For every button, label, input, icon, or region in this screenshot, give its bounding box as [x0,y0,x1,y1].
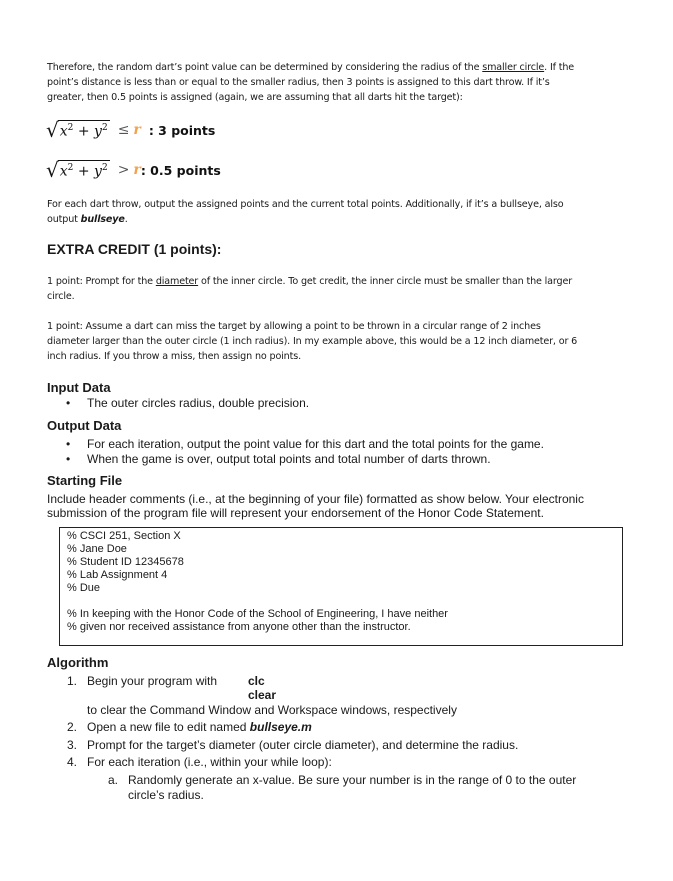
smaller-circle-underline: smaller circle [482,62,545,73]
step-4a-letter: a. [108,773,119,787]
extra-credit-p2-line-2: diameter larger than the outer circle (1 inch radius). In my example above, this would be a 12 inch diameter, or 6 [47,336,578,347]
clc-command: clc [248,674,265,688]
intro-line-3: greater, then 0.5 points is assigned (again, we are assuming that all darts hit the target): [47,92,463,103]
bullseye-filename: bullseye.m [249,720,312,734]
sqrt-symbol: √ $x^2 + y^2$ [46,158,108,182]
three-points-label: : 3 points [148,122,216,138]
code-line: % given nor received assistance from anyone other than the instructor. [67,621,411,633]
intro-line-2: point’s distance is less than or equal to the smaller radius, then 3 points is assigned to this dart throw. If it’s [47,77,550,88]
formula-less-equal [46,120,215,140]
extra-credit-p2-line-3: inch radius. If you throw a miss, then assign no points. [47,351,301,362]
code-line: % Lab Assignment 4 [67,569,168,581]
step-1-line-2: to clear the Command Window and Workspace windows, respectively [87,703,457,717]
step-1-number: 1. [67,674,78,688]
bullet-icon: • [66,396,71,410]
starting-file-line-1: Include header comments (i.e., at the beginning of your file) formatted as show below. Your electronic [47,492,584,506]
step-3-number: 3. [67,738,78,752]
code-line: % Jane Doe [67,543,127,555]
sqrt-symbol: √ $x^2 + y^2$ [46,118,108,142]
algorithm-heading: Algorithm [47,655,109,670]
intro-line-1: Therefore, the random dart’s point value can be determined by considering the radius of the smaller circle. If the [47,62,575,73]
step-1-text: Begin your program with [87,674,218,688]
extra-credit-p2-line-1: 1 point: Assume a dart can miss the target by allowing a point to be thrown in a circular range of 2 inches [47,321,541,332]
input-data-item-1: The outer circles radius, double precision. [87,396,310,410]
input-data-heading: Input Data [47,380,111,395]
bullet-icon: • [66,437,71,451]
step-4a-line-2: circle’s radius. [128,788,204,802]
bullseye-keyword: bullseye [80,214,125,225]
radius-variable: r [133,162,141,178]
bullet-icon: • [66,452,71,466]
extra-credit-p1-line-2: circle. [47,291,75,302]
code-line: % In keeping with the Honor Code of the School of Engineering, I have neither [67,608,448,620]
per-throw-line-2: output bullseye. [47,214,128,225]
code-line: % CSCI 251, Section X [67,530,181,542]
greater-operator: > [117,162,130,178]
step-2-number: 2. [67,720,78,734]
step-4-number: 4. [67,755,78,769]
starting-file-line-2: submission of the program file will represent your endorsement of the Honor Code Statement. [47,506,544,520]
formula-greater [46,160,221,180]
half-point-label: : 0.5 points [140,162,221,178]
starting-file-heading: Starting File [47,473,123,488]
header-comment-box [59,527,623,646]
code-line: % Student ID 12345678 [67,556,184,568]
output-data-heading: Output Data [47,418,122,433]
step-4a-line-1: Randomly generate an x-value. Be sure your number is in the range of 0 to the outer [128,773,577,787]
radius-variable: r [133,122,141,138]
step-4-text: For each iteration (i.e., within your while loop): [87,755,332,769]
extra-credit-p1-line-1: 1 point: Prompt for the diameter of the inner circle. To get credit, the inner circle must be smaller than the larger [47,276,573,287]
output-data-item-1: For each iteration, output the point value for this dart and the total points for the game. [87,437,544,451]
diameter-underline: diameter [155,276,199,287]
per-throw-line-1: For each dart throw, output the assigned points and the current total points. Additionally, if it’s a bullseye, also [47,199,564,210]
clear-command: clear [248,688,277,702]
output-data-item-2: When the game is over, output total points and total number of darts thrown. [87,452,491,466]
code-line: % Due [67,582,101,594]
extra-credit-heading: EXTRA CREDIT (1 points): [47,241,222,257]
less-equal-operator: ≤ [117,122,130,138]
step-3-text: Prompt for the target’s diameter (outer circle diameter), and determine the radius. [87,738,519,752]
step-2-text: Open a new file to edit named bullseye.m [87,720,312,734]
